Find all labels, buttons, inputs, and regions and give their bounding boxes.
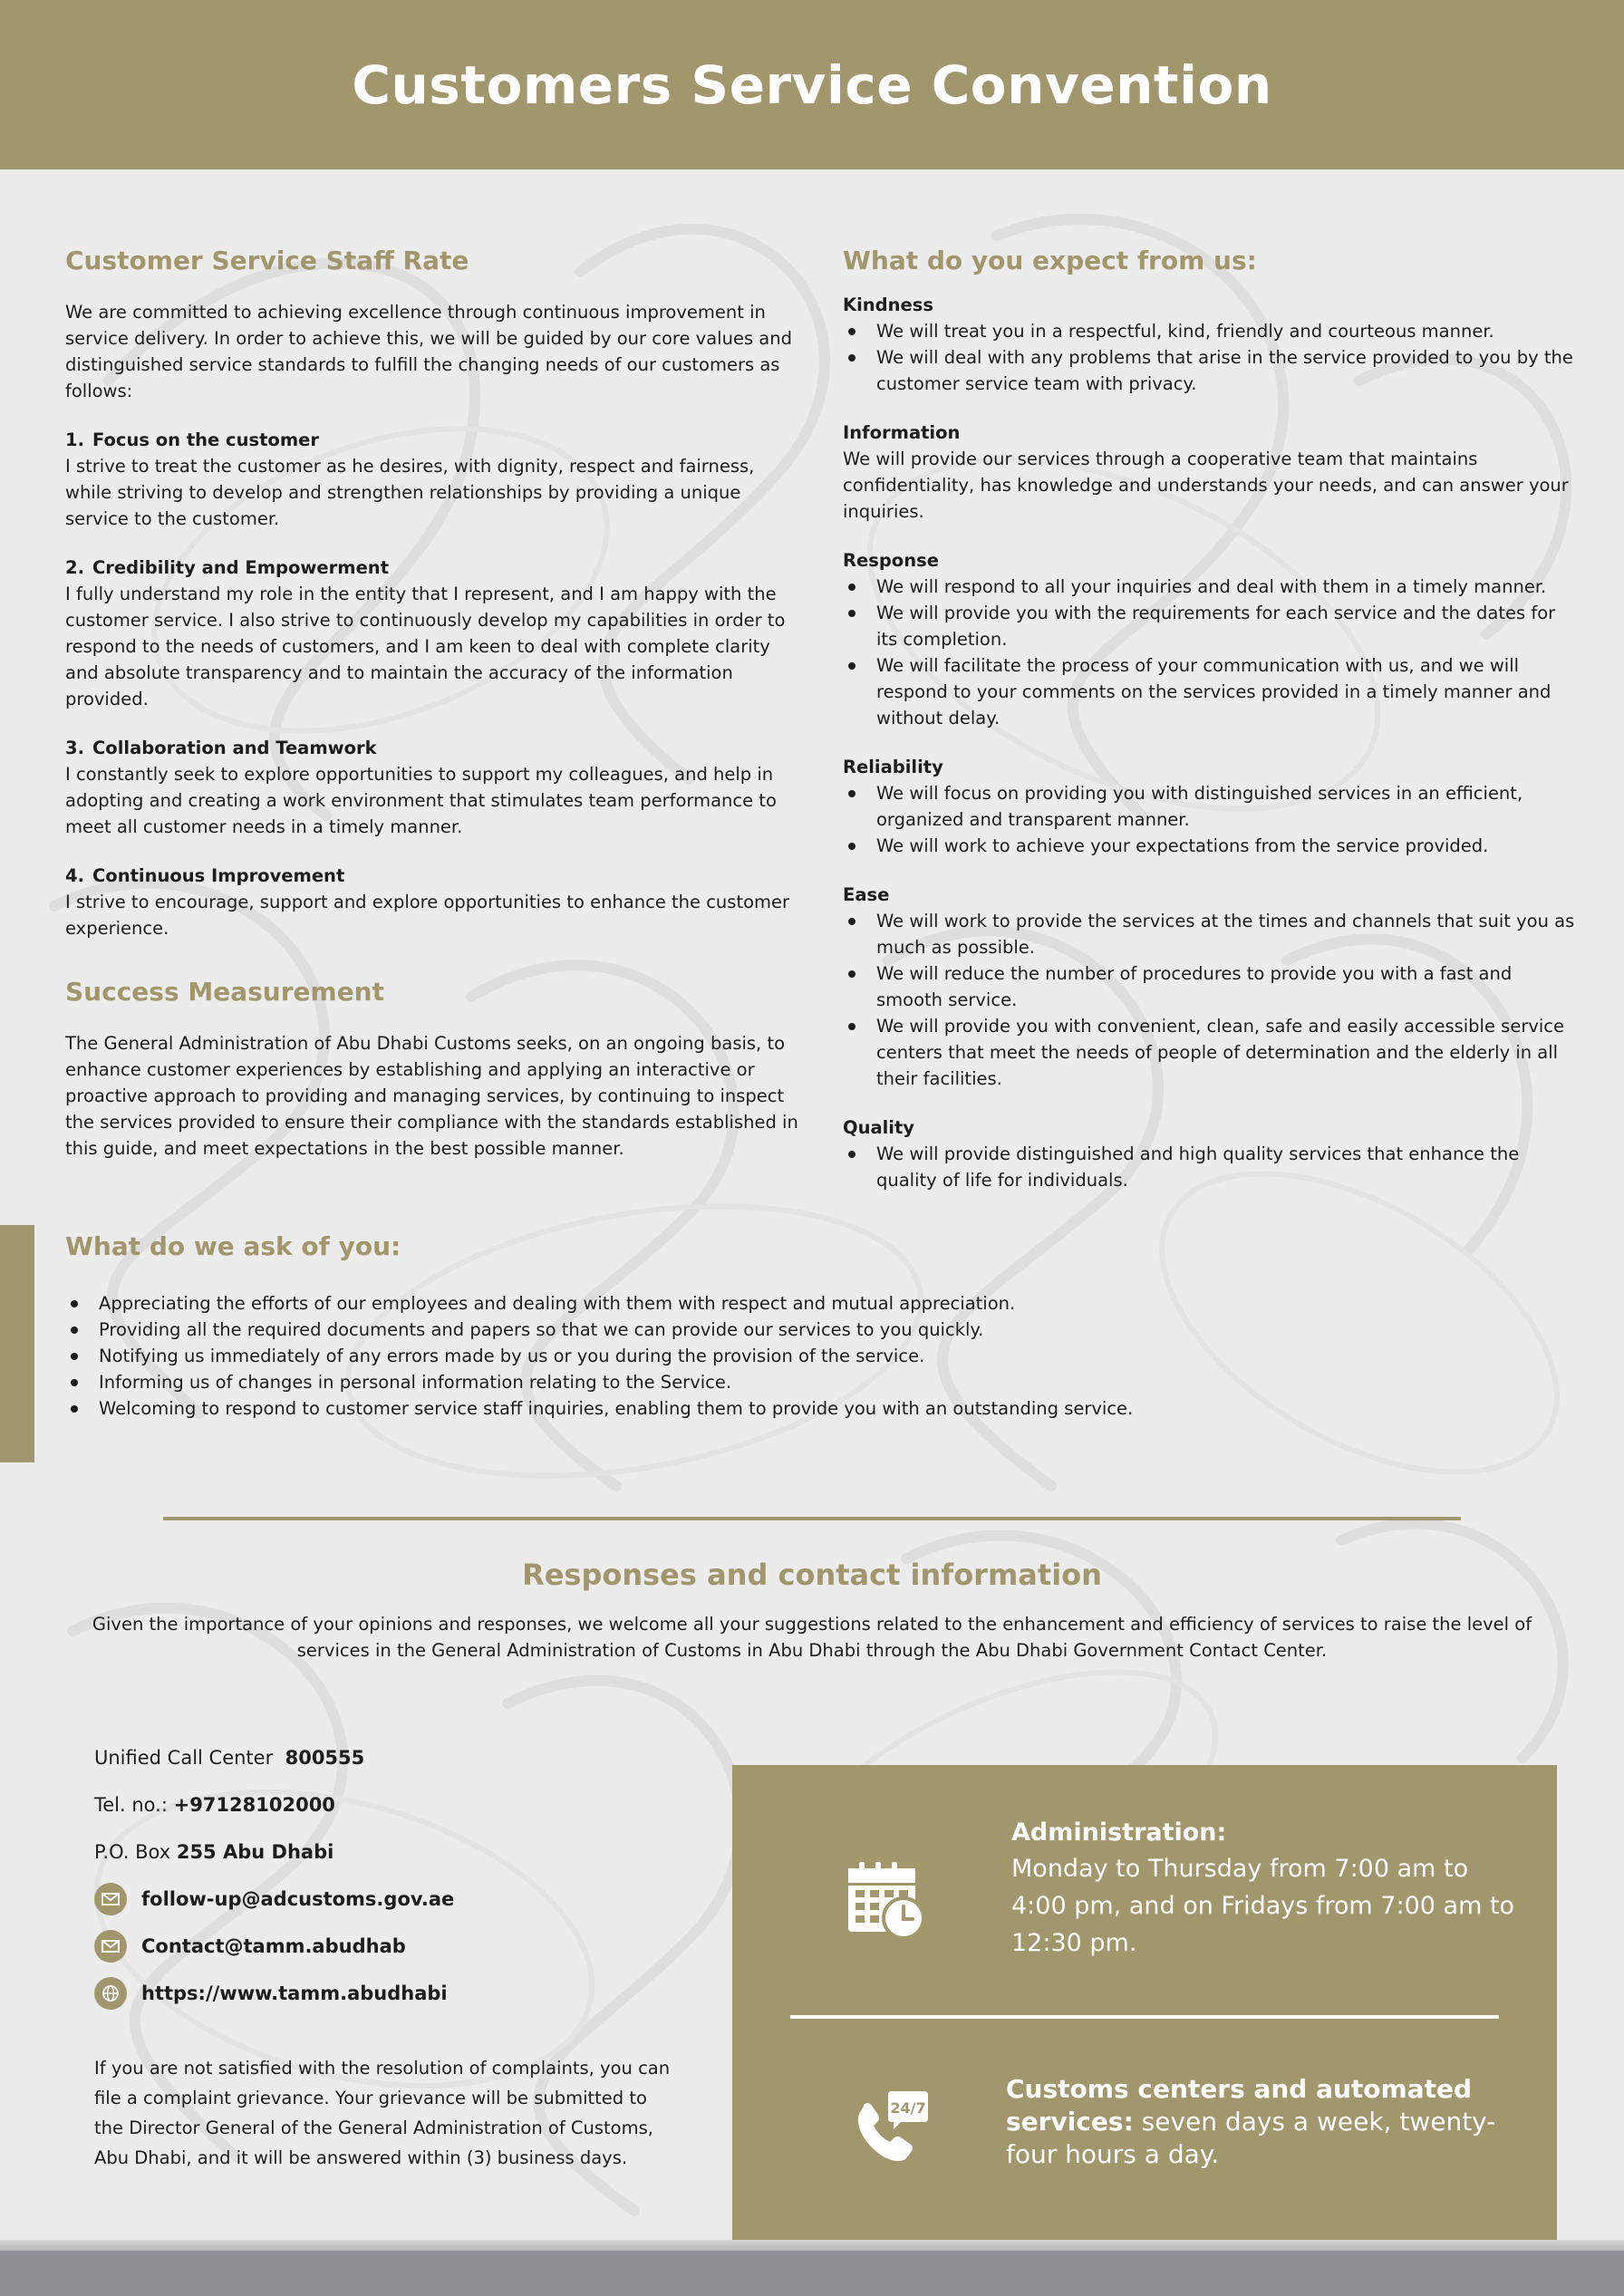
ask-section (65, 1229, 1588, 1422)
list-item: We will treat you in a respectful, kind, friendly and courteous manner. (843, 318, 1577, 344)
list-item: We will respond to all your inquiries and deal with them in a timely manner. (843, 574, 1577, 600)
tel-number[interactable]: +97128102000 (173, 1794, 335, 1816)
globe-icon (94, 1977, 127, 2010)
value-number: 4. (65, 865, 84, 886)
list-item: Appreciating the efforts of our employees and dealing with them with respect and mutual appreciation. (65, 1290, 1588, 1317)
response-group (843, 547, 1577, 731)
quality-group (843, 1114, 1577, 1193)
list-item: We will deal with any problems that arise in the service provided to you by the customer service team with privacy. (843, 344, 1577, 397)
email-link-contact[interactable]: Contact@tamm.abudhab (141, 1935, 406, 1957)
centers-text: seven days a week, twenty-four hours a day. (1006, 2107, 1496, 2169)
reliability-group (843, 754, 1577, 859)
contact-info (94, 1734, 710, 2173)
value-item-2 (65, 555, 799, 712)
response-title: Response (843, 550, 939, 571)
working-hours-box (732, 1765, 1557, 2254)
website-line (94, 1970, 710, 2017)
po-box-value: 255 Abu Dhabi (176, 1841, 334, 1863)
customs-centers-hours (1006, 2073, 1513, 2171)
administration-text: Monday to Thursday from 7:00 am to 4:00 pm, and on Fridays from 7:00 am to 12:30 pm. (1011, 1855, 1515, 1957)
footer-bar (0, 2251, 1624, 2296)
list-item: We will work to achieve your expectations from the service provided. (843, 833, 1577, 859)
list-item: We will provide you with the requirements for each service and the dates for its completion. (843, 600, 1577, 652)
responses-text: Given the importance of your opinions and responses, we welcome all your suggestions related to the enhancement and efficiency of services to raise the level of services in the General Administration of Customs in Abu Dhabi through the Abu Dhabi Government Contact Center. (92, 1614, 1532, 1661)
call-center-number[interactable]: 800555 (285, 1747, 365, 1769)
staff-rate-intro: We are committed to achieving excellence through continuous improvement in service delivery. In order to achieve this, we will be guided by our core values and distinguished service standards to fulfill the changing needs of our customers as follows: (65, 302, 792, 401)
value-text: I strive to encourage, support and explore opportunities to enhance the customer experience. (65, 892, 790, 939)
value-title: Continuous Improvement (92, 865, 345, 886)
reliability-title: Reliability (843, 757, 943, 777)
value-item-4 (65, 863, 799, 941)
call-center-label: Unified Call Center (94, 1747, 274, 1769)
information-text: We will provide our services through a cooperative team that maintains confidentiality, has knowledge and understands your needs, and can answer your inquiries. (843, 449, 1569, 522)
ease-group (843, 882, 1577, 1092)
tel-label: Tel. no.: (94, 1794, 168, 1816)
email-line-2 (94, 1923, 710, 1970)
side-accent-tab (0, 1225, 34, 1462)
value-item-3 (65, 735, 799, 840)
header-banner (0, 0, 1624, 169)
mail-icon (94, 1883, 127, 1915)
centers-title: Customs centers and automated services: (1006, 2074, 1473, 2137)
administration-hours (1011, 1816, 1519, 1962)
list-item: We will provide you with convenient, clean, safe and easily accessible service centers that meet the needs of people of determination and the elderly in all their facilities. (843, 1013, 1577, 1092)
list-item: Providing all the required documents and papers so that we can provide our services to you quickly. (65, 1317, 1588, 1343)
list-item: Notifying us immediately of any errors made by us or you during the provision of the service. (65, 1343, 1588, 1369)
right-column (843, 243, 1577, 1216)
administration-title: Administration: (1011, 1818, 1227, 1847)
expect-title: What do you expect from us: (843, 246, 1257, 275)
complaint-text: If you are not satisfied with the resolution of complaints, you can file a complaint grievance. Your grievance will be submitted to the Director General of the General Administration of Customs, Abu Dhabi, and it will be answered within (3) business days. (94, 2058, 671, 2168)
email-line-1 (94, 1876, 710, 1923)
footer-shadow (0, 2240, 1624, 2251)
badge-24-7-text: 24/7 (890, 2099, 926, 2117)
list-item: We will reduce the number of procedures to provide you with a fast and smooth service. (843, 960, 1577, 1013)
calendar-clock-icon (845, 1859, 926, 1941)
kindness-title: Kindness (843, 294, 933, 315)
value-text: I constantly seek to explore opportunities to support my colleagues, and help in adopting and creating a work environment that stimulates team performance to meet all customer needs in a timely manner. (65, 764, 777, 837)
staff-rate-title: Customer Service Staff Rate (65, 246, 469, 275)
list-item: Welcoming to respond to customer service staff inquiries, enabling them to provide you with an outstanding service. (65, 1395, 1588, 1422)
responses-title: Responses and contact information (522, 1558, 1102, 1592)
list-item: We will focus on providing you with distinguished services in an efficient, organized and transparent manner. (843, 780, 1577, 833)
value-number: 1. (65, 429, 84, 450)
value-title: Credibility and Empowerment (92, 557, 390, 578)
quality-title: Quality (843, 1117, 915, 1138)
section-divider (163, 1517, 1461, 1520)
email-link-followup[interactable]: follow-up@adcustoms.gov.ae (141, 1888, 455, 1910)
success-title: Success Measurement (65, 977, 384, 1007)
ease-title: Ease (843, 884, 890, 905)
page-title: Customers Service Convention (352, 53, 1272, 116)
list-item: We will work to provide the services at the times and channels that suit you as much as possible. (843, 908, 1577, 960)
mail-icon (94, 1930, 127, 1963)
hours-divider (790, 2015, 1499, 2019)
ask-title: What do we ask of you: (65, 1231, 401, 1261)
value-number: 2. (65, 557, 84, 578)
value-title: Collaboration and Teamwork (92, 738, 377, 758)
list-item: We will facilitate the process of your communication with us, and we will respond to your comments on the services provided in a timely manner and without delay. (843, 652, 1577, 731)
value-item-1 (65, 427, 799, 532)
information-group (843, 420, 1577, 525)
phone-24-7-icon (845, 2086, 932, 2173)
tel-line (94, 1781, 710, 1828)
call-center-line (94, 1734, 710, 1781)
website-link[interactable]: https://www.tamm.abudhabi (141, 1982, 448, 2004)
information-title: Information (843, 422, 961, 443)
kindness-group (843, 292, 1577, 397)
value-text: I fully understand my role in the entity that I represent, and I am happy with the customer service. I also strive to continuously develop my capabilities in order to respond to the needs of customers, and I am keen to deal with complete clarity and absolute transparency and to maintain the accuracy of the information provided. (65, 584, 786, 709)
list-item: We will provide distinguished and high quality services that enhance the quality of life for individuals. (843, 1141, 1577, 1193)
success-text: The General Administration of Abu Dhabi Customs seeks, on an ongoing basis, to enhance customer experiences by establishing and applying an interactive or proactive approach to providing and managing services, by continuing to inspect the services provided to ensure their compliance with the standards established in this guide, and meet expectations in the best possible manner. (65, 1033, 798, 1159)
left-column (65, 243, 799, 1162)
po-box-line (94, 1828, 710, 1876)
list-item: Informing us of changes in personal information relating to the Service. (65, 1369, 1588, 1395)
po-box-label: P.O. Box (94, 1841, 171, 1863)
value-text: I strive to treat the customer as he desires, with dignity, respect and fairness, while striving to develop and strengthen relationships by providing a unique service to the customer. (65, 456, 755, 529)
value-number: 3. (65, 738, 84, 758)
value-title: Focus on the customer (92, 429, 319, 450)
